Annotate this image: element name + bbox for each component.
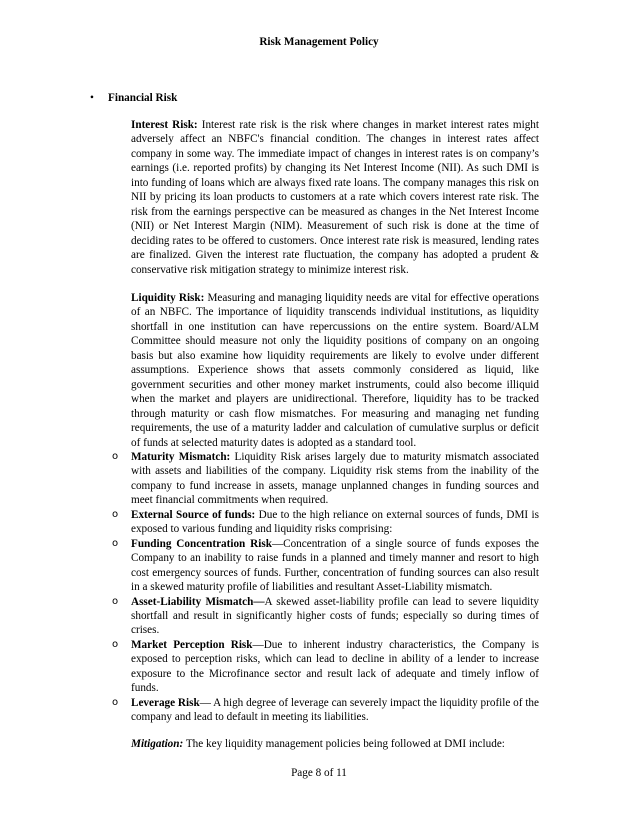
circle-bullet-icon: o (112, 638, 119, 650)
mitigation-paragraph (131, 737, 539, 751)
sub-risk-label: Maturity Mismatch: (131, 450, 231, 463)
circle-bullet-icon: o (112, 508, 119, 520)
sub-risk-text: A skewed asset-liability profile can lead to severe liquidity shortfall and result in significantly higher costs of funds; especially so during times of crises. (131, 595, 539, 637)
liquidity-risk-label: Liquidity Risk: (131, 291, 205, 304)
sub-risk-text: — A high degree of leverage can severely impact the liquidity profile of the company and lead to default in meeting its liabilities. (131, 696, 539, 724)
list-item (112, 638, 539, 696)
page-number: Page 8 of 11 (291, 767, 347, 779)
interest-risk-text: Interest rate risk is the risk where changes in market interest rates might adversely affect an NBFC's financial condition. The changes in interest rates affect company in some way. The immediate impact of changes in interest rates is on company’s earnings (i.e. reported profits) by changing its Net Interest Income (NII). As such DMI is into funding of loans which are always fixed rate loans. The company manages this risk on NII by pricing its loan products to customers at a rate which covers interest rate risk. The risk from the earnings perspective can be measured as changes in the Net Interest Income (NII) or Net Interest Margin (NIM). Measurement of such risk is done at the time of deciding rates to be offered to customers. Once interest rate risk is measured, lending rates are finalized. Given the interest rate fluctuation, the company has adopted a prudent & conservative risk mitigation strategy to minimize interest risk. (131, 119, 539, 276)
interest-risk-paragraph (131, 118, 539, 277)
section-heading (90, 92, 177, 104)
mitigation-label: Mitigation: (131, 737, 184, 750)
section-heading-text: Financial Risk (108, 92, 178, 104)
mitigation-text: The key liquidity management policies being followed at DMI include: (183, 737, 505, 750)
circle-bullet-icon: o (112, 537, 119, 549)
page-header-title: Risk Management Policy (259, 36, 379, 48)
liquidity-risk-paragraph (131, 291, 539, 450)
liquidity-risk-text: Measuring and managing liquidity needs are vital for effective operations of an NBFC. The importance of liquidity transcends individual institutions, as liquidity shortfall in one institution can have repercussions on the entire system. Board/ALM Committee should measure not only the liquidity positions of company on an ongoing basis but also examine how liquidity requirements are likely to evolve under different assumptions. Experience shows that assets commonly considered as liquid, like government securities and other money market instruments, could also become illiquid when the market and players are unidirectional. Therefore, liquidity has to be tracked through maturity or cash flow mismatches. For measuring and managing net funding requirements, the use of a maturity ladder and calculation of cumulative surplus or deficit of funds at selected maturity dates is adopted as a standard tool. (131, 291, 539, 449)
sub-risk-text: —Due to inherent industry characteristics, the Company is exposed to perception risks, which can lead to decline in ability of a lender to increase exposure to the Microfinance sector and result lack of adequate and timely inflow of funds. (131, 638, 539, 695)
paragraph-gap (131, 277, 539, 291)
sub-risk-label: Funding Concentration Risk (131, 537, 272, 550)
circle-bullet-icon: o (112, 595, 119, 607)
list-item (112, 696, 539, 725)
list-item (112, 595, 539, 638)
sub-risk-text: Due to the high reliance on external sources of funds, DMI is exposed to various funding and liquidity risks comprising: (131, 508, 539, 536)
list-item (112, 537, 540, 595)
sub-risk-text: —Concentration of a single source of funds exposes the Company to an inability to raise funds in a planned and timely manner and resort to high cost emergency sources of funds. Further, concentration of funding sources can also result in a skewed maturity profile of liabilities and resultant Asset-Liability mismatch. (131, 537, 540, 594)
sub-risk-list (112, 450, 540, 725)
list-item (112, 450, 539, 508)
interest-risk-label: Interest Risk: (131, 119, 198, 131)
sub-risk-label: Leverage Risk (131, 696, 200, 709)
sub-risk-label: Asset-Liability Mismatch— (131, 595, 265, 608)
bullet-icon: • (90, 92, 94, 104)
sub-risk-label: External Source of funds: (131, 508, 256, 521)
sub-risk-label: Market Perception Risk (131, 638, 253, 651)
circle-bullet-icon: o (112, 696, 119, 708)
document-body (112, 118, 540, 751)
sub-risk-text: Liquidity Risk arises largely due to maturity mismatch associated with assets and liabilities of the company. Liquidity risk stems from the inability of the company to fund increase in assets, manage unplanned changes in funding sources and meet financial commitments when required. (131, 450, 539, 507)
circle-bullet-icon: o (112, 450, 119, 462)
list-item (112, 508, 539, 537)
